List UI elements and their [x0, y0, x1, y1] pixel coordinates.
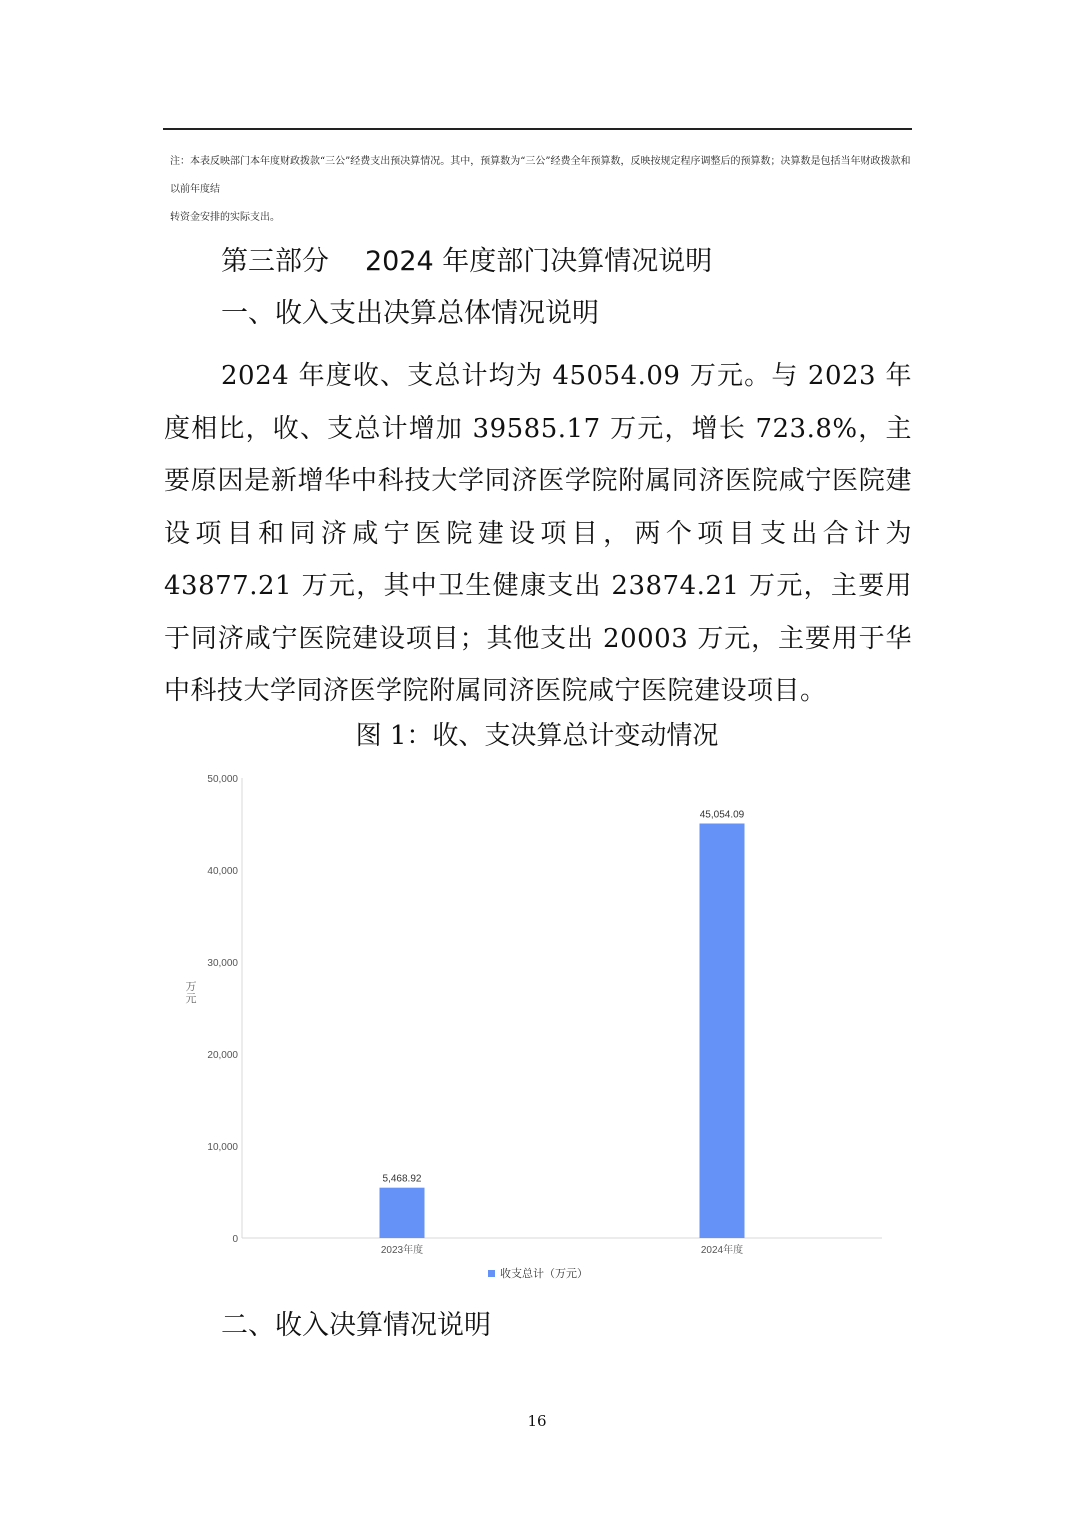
bar — [700, 824, 745, 1238]
legend-swatch — [488, 1270, 495, 1277]
x-tick-label: 2023年度 — [380, 1245, 424, 1256]
part-title: 2024 年度部门决算情况说明 — [365, 246, 713, 277]
chart-legend — [488, 1266, 588, 1280]
y-tick-label: 20,000 — [207, 1050, 238, 1061]
bars — [380, 810, 745, 1256]
y-tick-label: 10,000 — [207, 1142, 238, 1153]
section-1-heading: 一、收入支出决算总体情况说明 — [221, 298, 599, 329]
page-number: 16 — [527, 1412, 547, 1430]
y-axis-ticks — [207, 774, 238, 1245]
bar — [380, 1188, 425, 1238]
table-note-line-2: 转资金安排的实际支出。 — [170, 212, 280, 223]
figure-caption: 图 1：收、支决算总计变动情况 — [355, 721, 719, 751]
bar-chart — [160, 760, 900, 1300]
bar-data-label: 5,468.92 — [382, 1173, 422, 1185]
y-tick-label: 0 — [232, 1234, 238, 1245]
top-rule — [163, 128, 912, 130]
part-heading — [221, 244, 712, 280]
x-tick-label: 2024年度 — [700, 1245, 744, 1256]
y-tick-label: 30,000 — [207, 958, 238, 969]
summary-paragraph: 2024 年度收、支总计均为 45054.09 万元。与 2023 年度相比，收、支总计增加 39585.17 万元，增长 723.8%，主要原因是新增华中科技大学同济医学院附属同济医院咸宁医院建设项目和同济咸宁医院建设项目，两个项目支出合计为 43877.21 万元，其中卫生健康支出 23874.21 万元，主要用于同济咸宁医院建设项目；其他支出 20003 万元，主要用于华中科技大学同济医学院附属同济医院咸宁医院建设项目。 — [164, 361, 912, 706]
legend-label: 收支总计（万元） — [500, 1268, 588, 1280]
part-label: 第三部分 — [221, 246, 329, 277]
y-axis-label: 万元 — [185, 981, 197, 1005]
table-note-line-1: 注：本表反映部门本年度财政拨款“三公”经费支出预决算情况。其中，预算数为“三公”经费全年预算数，反映按规定程序调整后的预算数；决算数是包括当年财政拨款和以前年度结 — [170, 156, 911, 195]
section-2-heading: 二、收入决算情况说明 — [221, 1310, 491, 1341]
table-note — [170, 148, 912, 232]
y-tick-label: 50,000 — [207, 774, 238, 785]
bar-data-label: 45,054.09 — [699, 809, 745, 821]
y-tick-label: 40,000 — [207, 866, 238, 877]
